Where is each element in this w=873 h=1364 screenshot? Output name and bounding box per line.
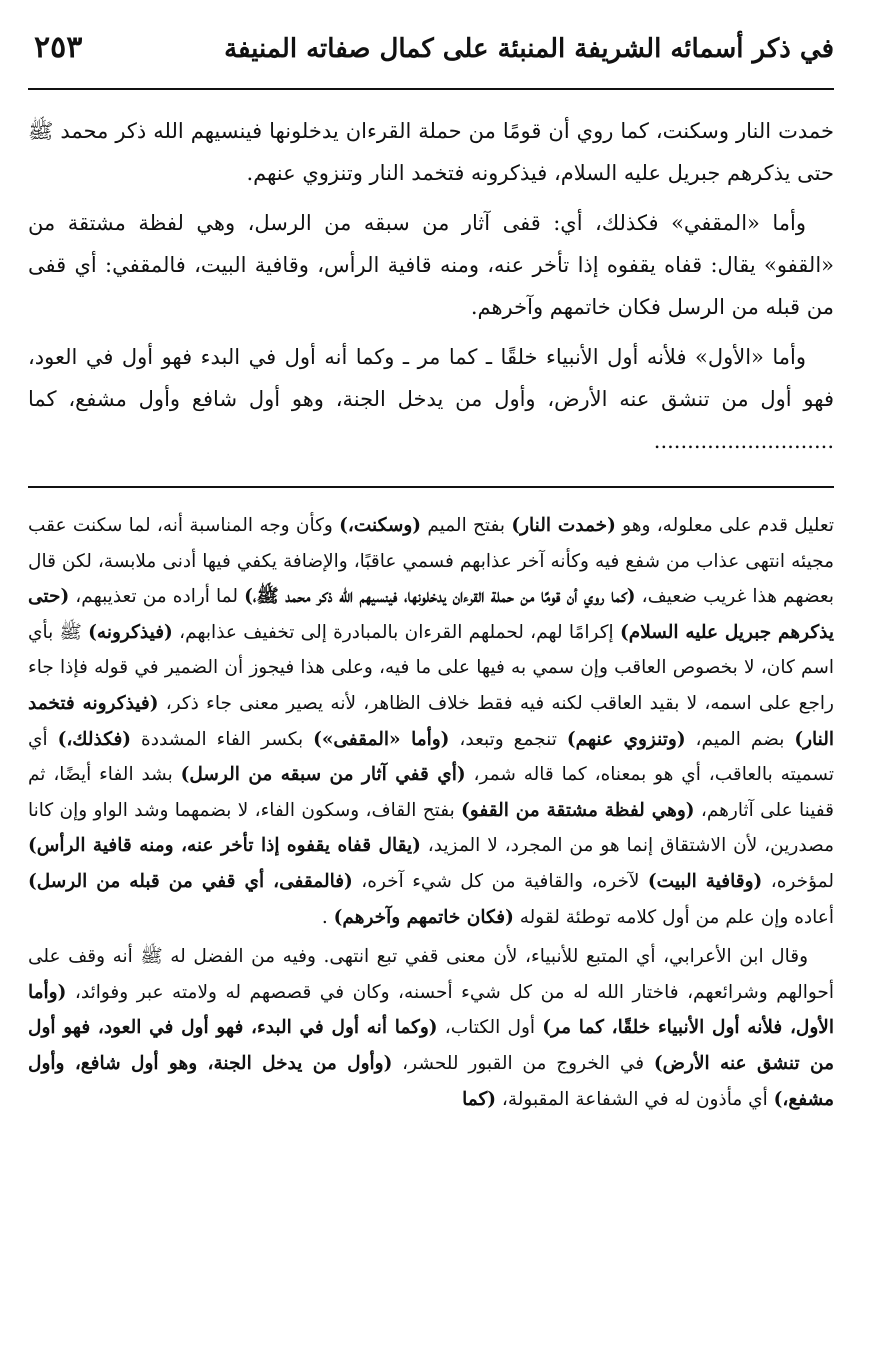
page-number: ٢٥٣: [34, 30, 83, 65]
text-run: وأما «المقفي» فكذلك، أي: قفى آثار من سبقه من الرسل، وهي لفظة مشتقة من «القفو» يقال: قفاه يقفوه إذا تأخر عنه، ومنه قافية الرأس، وقافية البيت، فالمقفي: أي قفى من قبله من الرسل فكان خاتمهم وآخرهم.: [28, 211, 834, 319]
main-text: [28, 110, 834, 470]
text-run: تنجمع وتبعد،: [449, 728, 567, 750]
text-run: أعاده وإن علم من أول كلامه توطئة لقوله: [513, 906, 834, 928]
text-run: لآخره، والقافية من كل شيء آخره،: [352, 870, 648, 892]
text-run: أي تسميته بالعاقب، أي هو بمعناه، كما قاله شمر،: [28, 728, 835, 786]
text-run: أول الكتاب،: [437, 1017, 543, 1039]
separator-rule: [28, 486, 834, 488]
bold-quote: (وأما الأول، فلأنه أول الأنبياء خلقًا، كما مر): [28, 981, 835, 1039]
continuation-dots: ...........................: [653, 429, 834, 453]
text-run: ﷺ بأي اسم كان، لا بخصوص العاقب وإن سمي به فيها على ما فيه، وعلى هذا فيجوز أن الضمير في قوله فإذا جاء راجع على اسمه، لا بقيد العاقب لكنه فيه فقط خلاف الظاهر، لأنه يصير معنى جاء ذكر،: [28, 621, 834, 714]
commentary-paragraph: [28, 508, 834, 935]
bold-quote: (فيذكرونه): [88, 621, 173, 643]
bold-quote: (فيذكرونه فتخمد النار): [28, 692, 834, 750]
main-paragraph: [28, 202, 834, 328]
main-paragraph: [28, 336, 834, 462]
bold-quote: (وسكنت،): [339, 515, 422, 536]
main-paragraph: [28, 110, 834, 194]
text-run: .: [321, 906, 334, 928]
bold-quote: (فكذلك،): [57, 728, 132, 750]
text-run: لما أراده من تعذيبهم،: [69, 586, 245, 608]
bold-quote: (كما: [462, 1088, 497, 1110]
text-run: وأما «الأول» فلأنه أول الأنبياء خلقًا ـ كما مر ـ وكما أنه أول في البدء فهو أول في العود، فهو أول من تنشق عنه الأرض، وأول من يدخل الجنة، وهو أول شافع وأول مشفع، كما: [28, 345, 834, 411]
text-run: وكأن وجه المناسبة أنه، لما سكنت عقب مجيئه انتهى عذاب من شفع فيه وكأنه آخر عذابهم فسمي عاقبًا، والإضافة يكفي فيها أدنى ملابسة، لكن قال بعضهم هذا غريب ضعيف،: [28, 515, 834, 608]
bold-quote: (وقافية البيت): [647, 870, 763, 892]
text-run: أي مأذون له في الشفاعة المقبولة،: [496, 1088, 774, 1110]
text-run: تعليل قدم على معلوله، وهو: [615, 515, 834, 536]
bold-quote: (كما روي أن قومًا من حملة القرءان يدخلونها، فينسيهم الله ذكر محمد ﷺ،): [244, 586, 636, 608]
text-run: بضم الميم،: [685, 728, 795, 750]
bold-quote: (وأما «المقفى»): [313, 728, 450, 750]
text-run: بفتح الميم: [421, 515, 512, 536]
text-run: لمؤخره،: [762, 870, 834, 892]
page-header: [28, 22, 834, 80]
header-rule: [28, 88, 834, 90]
bold-quote: (أي قفي آثار من سبقه من الرسل): [180, 764, 466, 786]
text-run: خمدت النار وسكنت، كما روي أن قومًا من حملة القرءان يدخلونها فينسيهم الله ذكر محمد ﷺ حتى يذكرهم جبريل عليه السلام، فيذكرونه فتخمد النار وتنزوي عنهم.: [28, 119, 834, 185]
text-run: وقال ابن الأعرابي، أي المتبع للأنبياء، لأن معنى قفي تبع انتهى. وفيه من الفضل له ﷺ أنه وقف على أحوالهم وشرائعهم، فاختار الله له من كل شيء أحسنه، وكان في قصصهم له ولامته عبر وفوائد،: [28, 946, 834, 1003]
bold-quote: (وتنزوي عنهم): [566, 728, 686, 750]
commentary-paragraph: [28, 939, 834, 1117]
bold-quote: (يقال قفاه يقفوه إذا تأخر عنه، ومنه قافية الرأس): [28, 835, 421, 857]
bold-quote: (خمدت النار): [511, 515, 616, 536]
commentary-text: [28, 508, 834, 1121]
bold-quote: (وهي لفظة مشتقة من القفو): [461, 799, 695, 821]
bold-quote: (فالمقفى، أي قفي من قبله من الرسل): [28, 870, 353, 892]
bold-quote: (وكما أنه أول في البدء، فهو أول في العود، فهو أول من تنشق عنه الأرض): [28, 1017, 834, 1074]
bold-quote: (حتى يذكرهم جبريل عليه السلام): [28, 586, 834, 643]
bold-quote: (وأول من يدخل الجنة، وهو أول شافع، وأول مشفع،): [28, 1052, 834, 1110]
text-run: بفتح القاف، وسكون الفاء، لا بضمهما وشد الواو وإن كانا مصدرين، لأن الاشتقاق إنما هو من المجرد، لا المزيد،: [28, 799, 834, 857]
bold-quote: (فكان خاتمهم وآخرهم): [333, 906, 514, 928]
text-run: بكسر الفاء المشددة: [131, 728, 314, 750]
text-run: إكرامًا لهم، لحملهم القرءان بالمبادرة إلى تخفيف عذابهم،: [172, 621, 620, 643]
running-title: في ذكر أسمائه الشريفة المنبئة على كمال صفاته المنيفة: [224, 34, 834, 64]
text-run: بشد الفاء أيضًا، ثم قفينا على آثارهم،: [28, 764, 834, 821]
text-run: في الخروج من القبور للحشر،: [392, 1052, 654, 1074]
